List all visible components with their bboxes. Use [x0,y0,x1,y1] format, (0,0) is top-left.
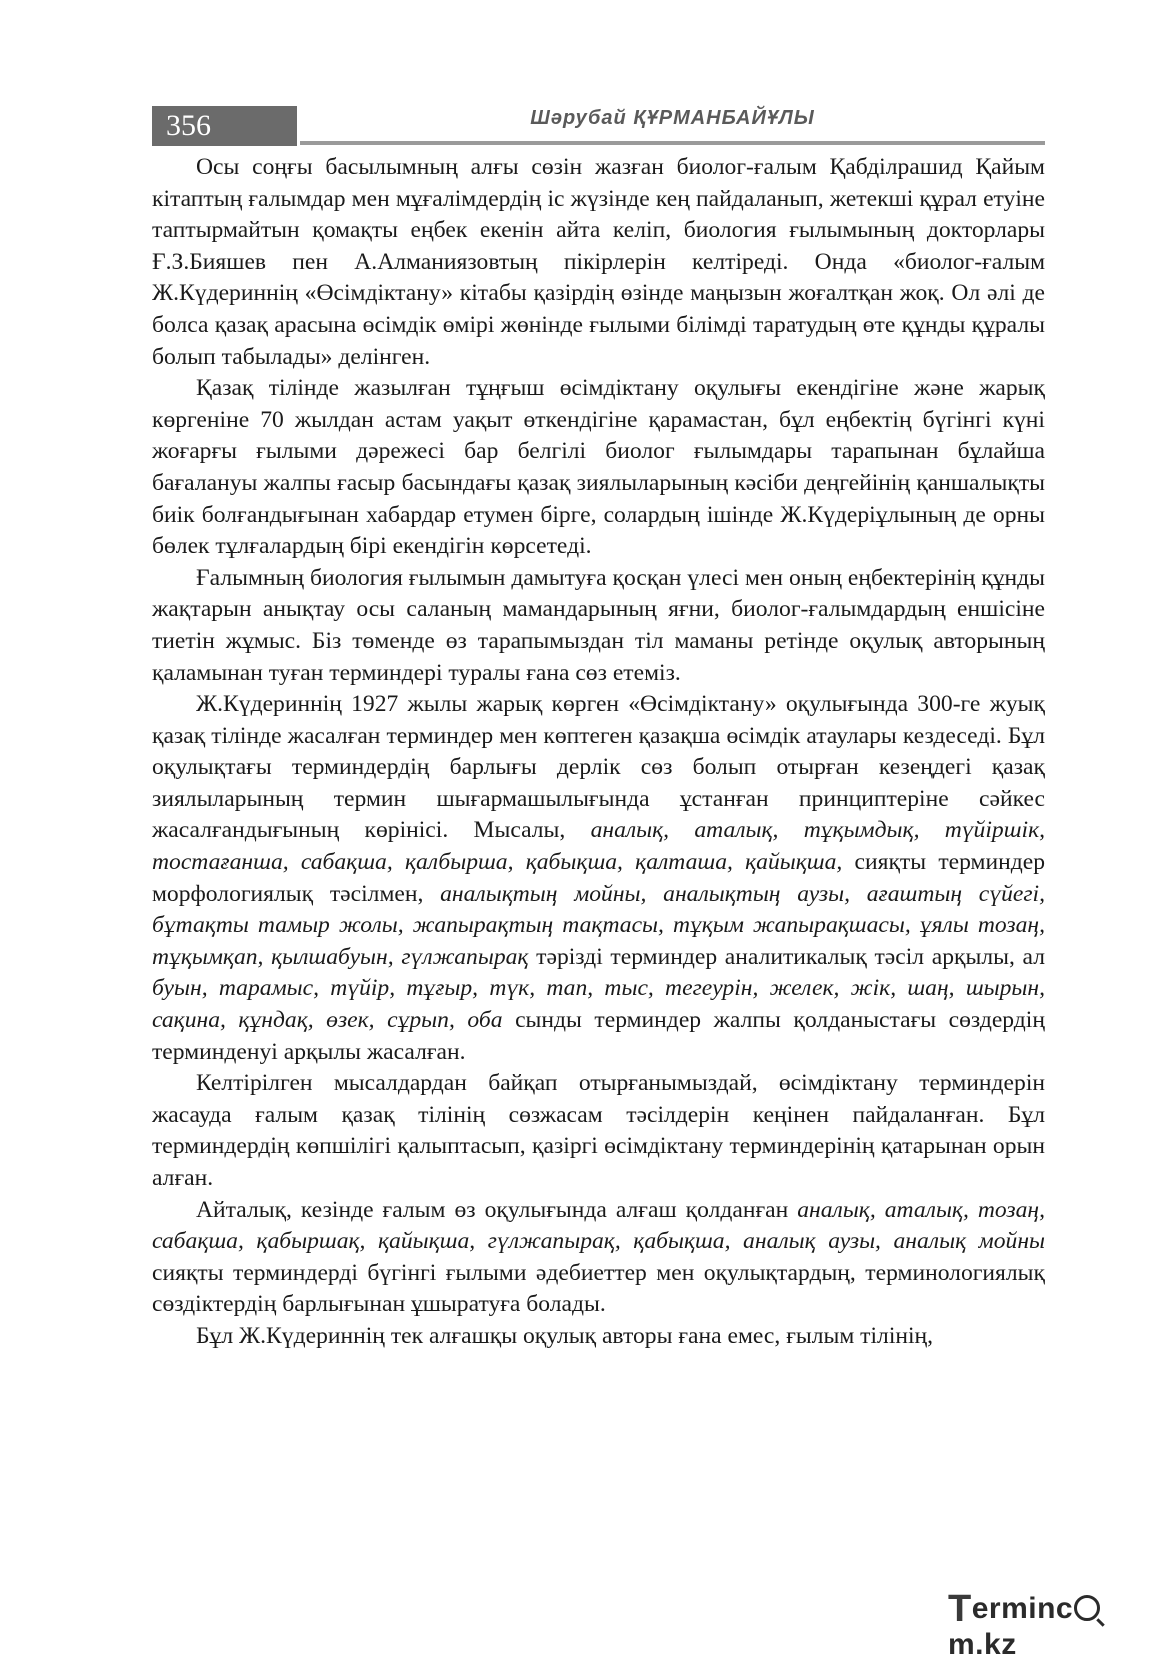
logo-text-a: erminc [971,1592,1074,1625]
magnifier-icon [1074,1595,1100,1621]
text-run: Бұл Ж.Күдериннің тек алғашқы оқулық авторы ғана емес, ғылым тілінің, [196,1322,934,1349]
italic-term-run: аналықтың мойны, аналықтың аузы, ағаштың сүйегі, бұтақты тамыр жолы, жапырақтың тақтасы, тұқым жапырақшасы, ұялы тозаң, тұқымқап, қылшабуын, гүлжапырақ [152,880,1045,970]
logo-text-b: m.kz [948,1628,1017,1661]
paragraph [152,1321,1045,1353]
paragraph [152,1068,1045,1194]
italic-term-run: аналық, аталық, тозаң, сабақша, қабыршақ, қайықша, гүлжапырақ, қабықша, аналық аузы, аналық мойны [152,1196,1045,1255]
italic-term-run: буын, тарамыс, түйір, тұғыр, түк, тап, тыс, тегеурін, желек, жік, шаң, шырын, сақина, құндақ, өзек, сұрып, оба [152,975,1045,1034]
termincom-watermark-logo [948,1585,1158,1662]
text-run: Қазақ тілінде жазылған тұңғыш өсімдіктану оқулығы екендігіне және жарық көргеніне 70 жылдан астам уақыт өткендігіне қарамастан, бұл еңбектің бүгінгі күні жоғарғы ғылыми дәрежесі бар белгілі биолог ғылымдары тарапынан бұлайша бағалануы жалпы ғасыр басындағы қазақ зиялыларының кәсіби деңгейінің қаншалықты биік болғандығынан хабардар етумен бірге, солардың ішінде Ж.Күдеріұлының де орны бөлек тұлғалардың бірі екендігін көрсетеді. [152,375,1045,560]
italic-term-run: аналық, аталық, тұқымдық, түйіршік, тостағанша, сабақша, қалбырша, қабықша, қалташа, қайықша, [152,817,1046,876]
paragraph [152,1195,1045,1321]
paragraph [152,152,1045,373]
text-run: тәрізді терминдер аналитикалық тәсіл арқылы, ал [528,943,1045,970]
logo-t-mark: T [948,1588,972,1630]
paragraph [152,689,1045,1068]
paragraph [152,373,1045,563]
text-run: сынды терминдер жалпы қолданыстағы сөздердің терминденуі арқылы жасалған. [152,1007,1045,1065]
text-run: сияқты терминдер морфологиялық тәсілмен, [152,849,1045,907]
page-number: 356 [166,109,211,142]
text-run: Келтірілген мысалдардан байқап отырғанымыздай, өсімдіктану терминдерін жасауда ғалым қазақ тілінің сөзжасам тәсілдерін кеңінен пайдаланған. Бұл терминдердің көпшілігі қалыптасып, қазіргі өсімдіктану терминдерінің қатарынан орын алған. [152,1070,1045,1191]
page-number-box [152,106,297,146]
text-run: Ж.Күдериннің 1927 жылы жарық көрген «Өсімдіктану» оқулығында 300-ге жуық қазақ тілінде жасалған терминдер мен көптеген қазақша өсімдік атаулары кездеседі. Бұл оқулықтағы терминдердің барлығы дерлік сөз болып отырған кезеңдегі қазақ зиялыларының термин шығармашылығында ұстанған принциптеріне сәйкес жасалғандығының көрінісі. Мысалы, [152,691,1045,844]
header-rule [300,141,1045,145]
text-run: Айталық, кезінде ғалым өз оқулығында алғаш қолданған [196,1196,798,1223]
running-head: Шәрубай ҚҰРМАНБАЙҰЛЫ [530,107,815,129]
text-run: Ғалымның биология ғылымын дамытуға қосқан үлесі мен оның еңбектерінің құнды жақтарын анықтау осы саланың мамандарының яғни, биолог-ғалымдардың еншісіне тиетін жұмыс. Біз төменде өз тарапымыздан тіл маманы ретінде оқулық авторының қаламынан туған терминдері туралы ғана сөз етеміз. [152,564,1045,686]
paragraph [152,563,1045,689]
text-run: Осы соңғы басылымның алғы сөзін жазған биолог-ғалым Қабділрашид Қайым кітаптың ғалымдар мен мұғалімдердің іс жүзінде кең пайдаланып, жетекші құрал етуіне таптырмайтын қомақты еңбек екенін айта келіп, биология ғылымының докторлары Ғ.З.Бияшев пен А.Алманиязовтың пікірлерін келтіреді. Онда «биолог-ғалым Ж.Күдериннің «Өсімдіктану» кітабы қазірдің өзінде маңызын жоғалтқан жоқ. Ол әлі де болса қазақ арасына өсімдік өмірі жөнінде ғылыми білімді таратудың өте құнды құралы болып табылады» делінген. [152,154,1045,370]
body-text [152,152,1045,1353]
text-run: сияқты терминдерді бүгінгі ғылыми әдебиеттер мен оқулықтардың, терминологиялық сөздіктердің барлығынан ұшыратуға болады. [152,1259,1045,1318]
